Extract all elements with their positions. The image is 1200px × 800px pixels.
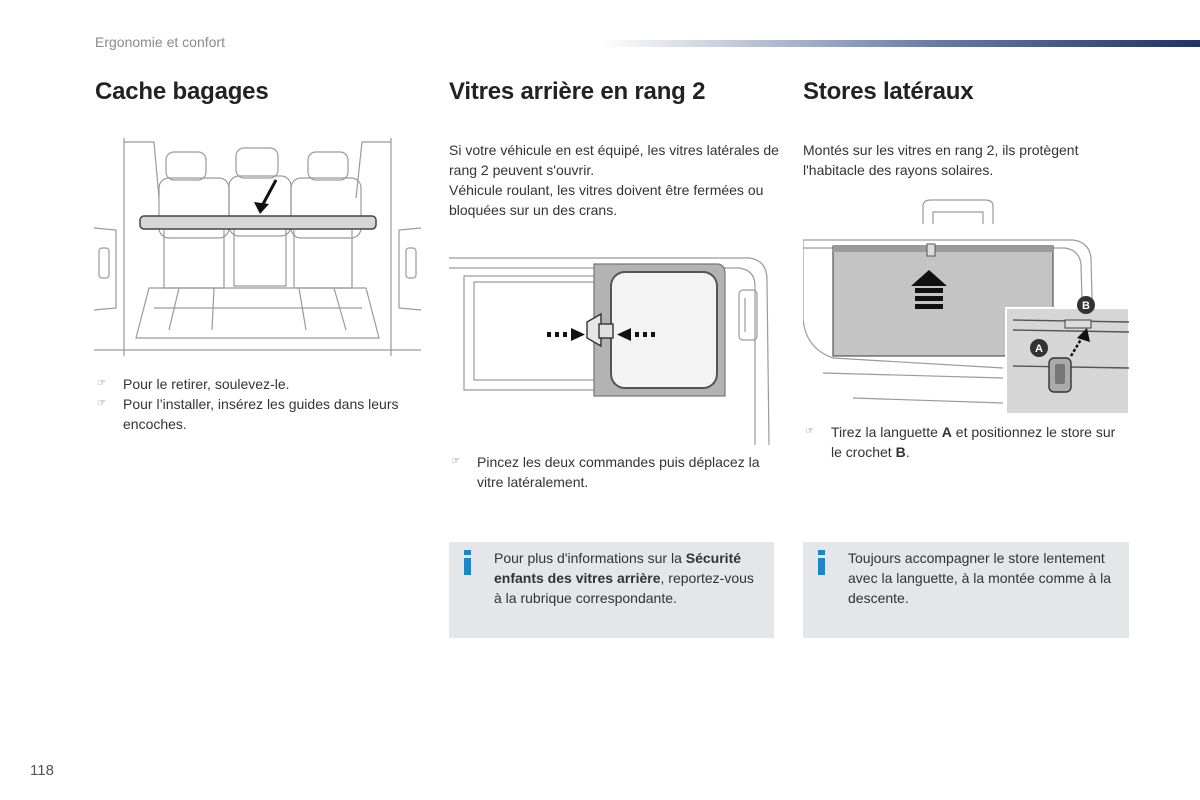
header-gradient-bar bbox=[600, 40, 1200, 47]
luggage-cover-illustration bbox=[94, 138, 421, 356]
sliding-window-illustration bbox=[449, 250, 775, 445]
pointing-hand-icon: ☞ bbox=[451, 456, 460, 467]
bullets-stores-lateraux bbox=[803, 422, 1128, 462]
section-header: Ergonomie et confort bbox=[95, 34, 225, 50]
label-a: A bbox=[1035, 343, 1043, 355]
section-title-stores-lateraux: Stores latéraux bbox=[803, 78, 974, 105]
intro-paragraph: Montés sur les vitres en rang 2, ils protègent l'habitacle des rayons solaires. bbox=[803, 142, 1079, 178]
info-text: Toujours accompagner le store lentement avec la languette, à la montée comme à la descente. bbox=[848, 550, 1112, 606]
intro-paragraph: Si votre véhicule en est équipé, les vitres latérales de rang 2 peuvent s'ouvrir. bbox=[449, 142, 779, 178]
info-icon bbox=[816, 550, 828, 574]
info-box-securite-enfants bbox=[449, 542, 774, 638]
side-blind-illustration bbox=[803, 198, 1129, 414]
intro-paragraph: Véhicule roulant, les vitres doivent être fermées ou bloquées sur un des crans. bbox=[449, 182, 764, 218]
bullets-cache-bagages bbox=[95, 374, 405, 434]
bullet-item: ☞ Pour le retirer, soulevez-le. bbox=[97, 376, 290, 392]
info-icon bbox=[462, 550, 474, 574]
pointing-hand-icon: ☞ bbox=[97, 378, 106, 389]
section-title-vitres-arriere: Vitres arrière en rang 2 bbox=[449, 78, 706, 105]
column-stores-lateraux bbox=[803, 78, 1133, 180]
bullet-item: ☞ Pour l’installer, insérez les guides dans leurs encoches. bbox=[97, 396, 399, 432]
pointing-hand-icon: ☞ bbox=[97, 398, 106, 409]
info-text: Pour plus d'informations sur la Sécurité enfants des vitres arrière, reportez-vous à la rubrique correspondante. bbox=[494, 550, 754, 606]
section-title-cache-bagages: Cache bagages bbox=[95, 78, 269, 105]
bullet-item: ☞ Tirez la languette A et positionnez le store sur le crochet B. bbox=[805, 424, 1116, 460]
page-number: 118 bbox=[30, 762, 54, 779]
pointing-hand-icon: ☞ bbox=[805, 426, 814, 437]
label-b: B bbox=[1082, 300, 1090, 312]
bullets-vitres-arriere bbox=[449, 452, 779, 492]
column-vitres-arriere bbox=[449, 78, 779, 220]
bullet-item: ☞ Pincez les deux commandes puis déplacez la vitre latéralement. bbox=[451, 454, 760, 490]
column-cache-bagages bbox=[95, 78, 425, 106]
info-box-store bbox=[803, 542, 1129, 638]
